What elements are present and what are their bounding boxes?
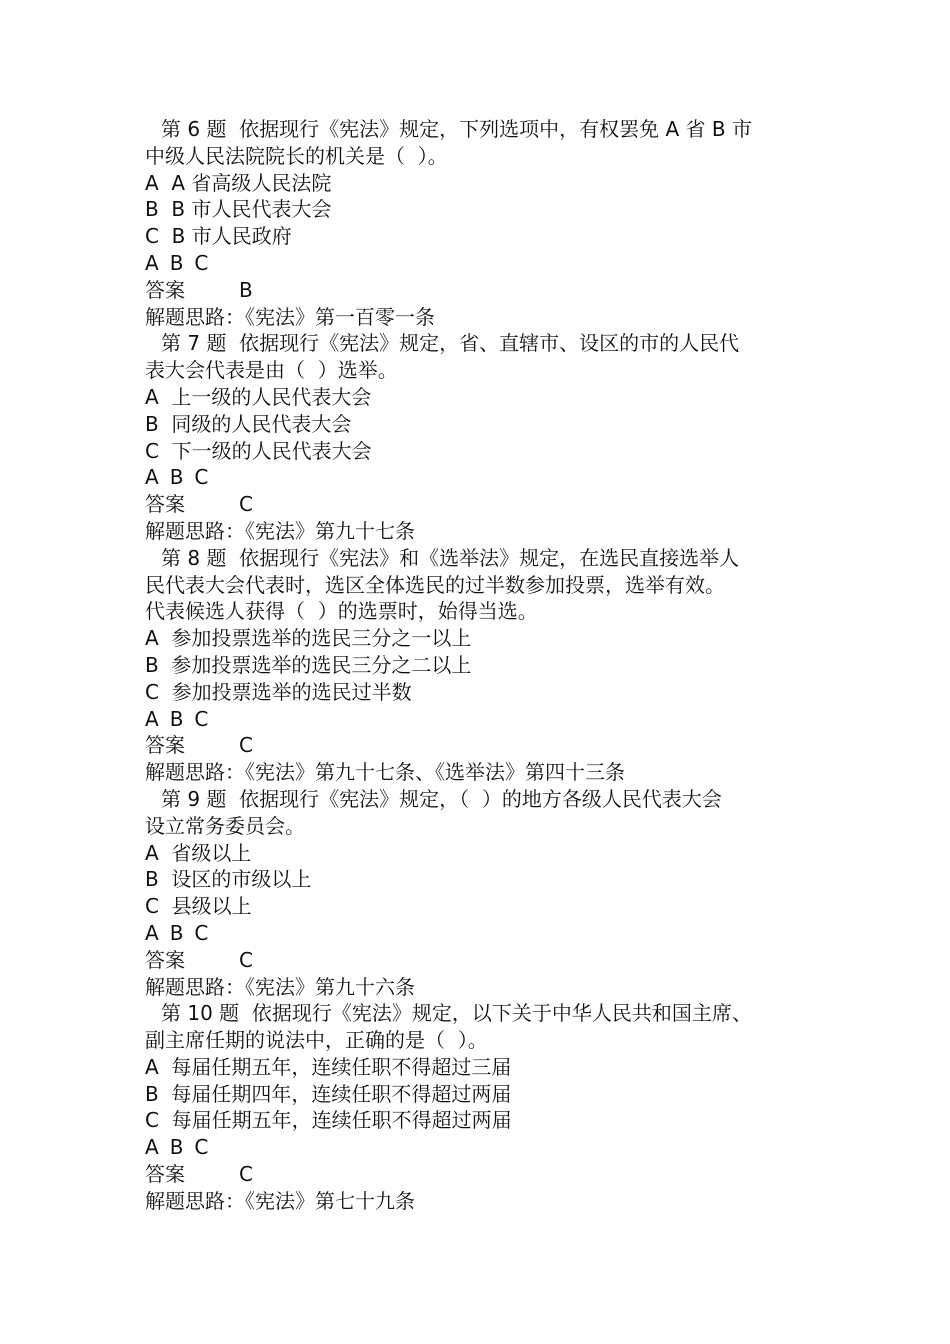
choice-b: B [169,706,184,731]
option-c: C 下一级的人民代表大会 [145,438,372,463]
answer-label: 答案 [145,1162,185,1187]
answer-value: B [239,277,253,302]
option-c: C B 市人民政府 [145,224,292,249]
choice-a: A [145,465,159,490]
explanation: 解题思路：《宪法》第七十九条 [145,1188,415,1213]
question-6 [145,116,815,330]
choice-c: C [194,706,209,731]
question-8-text: 第 8 题 依据现行《宪法》和《选举法》规定，在选民直接选举人 [161,545,740,570]
question-9-text: 第 9 题 依据现行《宪法》规定，（ ）的地方各级人民代表大会 [161,786,722,811]
answer-label: 答案 [145,492,185,517]
document-page [145,116,815,1215]
option-b: B B 市人民代表大会 [145,197,332,222]
question-7-text: 第 7 题 依据现行《宪法》规定，省、直辖市、设区的市的人民代 [161,331,740,356]
option-c: C 参加投票选举的选民过半数 [145,679,412,704]
question-7-text-cont: 表大会代表是由（ ）选举。 [145,358,398,383]
choice-a: A [145,706,159,731]
option-b: B 设区的市级以上 [145,867,312,892]
question-6-text: 第 6 题 依据现行《宪法》规定，下列选项中，有权罢免 A 省 B 市 [161,117,752,141]
choice-b: B [169,465,184,490]
option-b: B 每届任期四年，连续任职不得超过两届 [145,1081,512,1106]
answer-value: C [239,733,253,758]
question-8-text-cont-2: 代表候选人获得（ ）的选票时，始得当选。 [145,599,538,624]
choice-b: B [169,1135,184,1160]
question-7 [145,330,815,544]
answer-row [145,732,815,759]
choice-row [145,706,815,733]
explanation: 解题思路：《宪法》第一百零一条 [145,304,435,329]
choice-c: C [194,465,209,490]
choice-c: C [194,250,209,275]
answer-label: 答案 [145,733,185,758]
question-10 [145,1000,815,1214]
choice-row [145,464,815,491]
choice-a: A [145,250,159,275]
question-10-text: 第 10 题 依据现行《宪法》规定，以下关于中华人民共和国主席、 [161,1001,752,1026]
choice-row [145,250,815,277]
question-10-text-cont: 副主席任期的说法中，正确的是（ ）。 [145,1028,488,1053]
option-c: C 县级以上 [145,894,252,919]
choice-b: B [169,920,184,945]
explanation: 解题思路：《宪法》第九十七条 [145,518,415,543]
answer-row [145,1161,815,1188]
choice-b: B [169,250,184,275]
question-8 [145,545,815,786]
option-a: A 省级以上 [145,840,252,865]
answer-row [145,277,815,304]
option-a: A 每届任期五年，连续任职不得超过三届 [145,1054,512,1079]
question-9 [145,786,815,1000]
choice-c: C [194,920,209,945]
question-8-text-cont: 民代表大会代表时，选区全体选民的过半数参加投票，选举有效。 [145,572,725,597]
answer-row [145,947,815,974]
answer-label: 答案 [145,277,185,302]
answer-value: C [239,1162,253,1187]
choice-row [145,1134,815,1161]
option-a: A 参加投票选举的选民三分之一以上 [145,626,472,651]
answer-value: C [239,492,253,517]
answer-value: C [239,947,253,972]
option-a: A 上一级的人民代表大会 [145,384,372,409]
option-b: B 同级的人民代表大会 [145,411,352,436]
question-6-text-cont: 中级人民法院院长的机关是（ ）。 [145,143,448,168]
explanation: 解题思路：《宪法》第九十七条、《选举法》第四十三条 [145,760,625,785]
question-9-text-cont: 设立常务委员会。 [145,813,305,838]
option-c: C 每届任期五年，连续任职不得超过两届 [145,1108,512,1133]
answer-label: 答案 [145,947,185,972]
choice-a: A [145,1135,159,1160]
explanation: 解题思路：《宪法》第九十六条 [145,974,415,999]
choice-a: A [145,920,159,945]
answer-row [145,491,815,518]
choice-row [145,920,815,947]
choice-c: C [194,1135,209,1160]
option-b: B 参加投票选举的选民三分之二以上 [145,652,472,677]
option-a: A A 省高级人民法院 [145,170,332,195]
